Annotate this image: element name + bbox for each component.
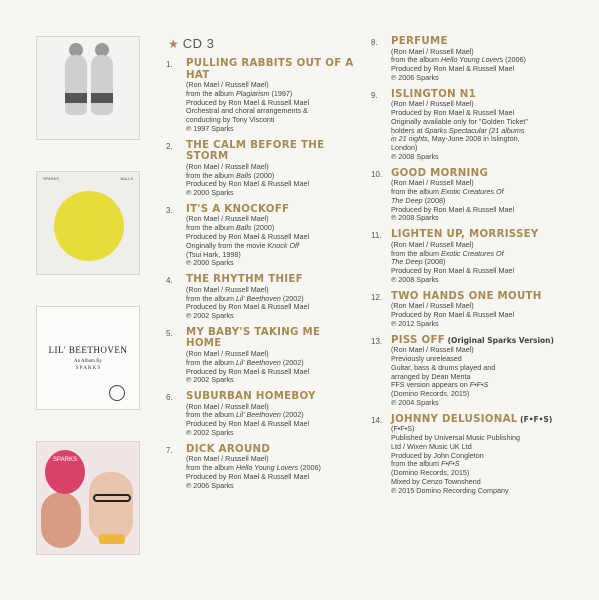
track-item [371,335,581,408]
detail-pre: Originally from the movie [186,240,268,250]
detail-italic: Balls [235,170,252,180]
track-detail-line [391,135,581,144]
track-details [391,346,581,408]
detail-pre: (F•F•S) [391,424,415,434]
detail-pre: ℗ 2015 Domino Recording Company [391,485,509,495]
detail-pre: Produced by Ron Mael & Russell Mael [391,204,515,214]
track-title-text: IT'S A KNOCKOFF [186,203,290,215]
detail-pre: from the album [186,88,236,98]
track-body [186,444,356,491]
detail-italic: F•F•S [469,380,489,390]
track-title-text: GOOD MORNING [391,167,489,179]
track-item [166,391,356,438]
detail-pre: (Domino Records, 2015) [391,468,470,478]
detail-post: (2000) [251,170,275,180]
track-title [186,327,356,350]
cover-hello-young-lovers [36,441,140,555]
detail-pre: Orchestral and choral arrangements & [186,106,308,116]
detail-pre: Produced by Ron Mael & Russell Mael [186,302,310,312]
figure-shorts-left [65,93,87,103]
cover-hello-badge: SPARKS [45,450,85,494]
track-number: 9. [371,90,378,100]
detail-pre: (Ron Mael / Russell Mael) [186,214,269,224]
detail-pre: from the album [391,55,441,65]
track-detail-line [391,153,581,162]
track-body [391,335,581,408]
detail-pre: (Tsui Hark, 1998) [186,249,241,259]
detail-pre: Published by Universal Music Publishing [391,433,521,442]
track-detail-line [186,376,356,385]
detail-pre: FFS version appears on [391,380,470,390]
bow-tie-icon [99,534,125,544]
detail-italic: Hello Young Lovers [440,55,504,65]
detail-pre: (Ron Mael / Russell Mael) [186,161,269,171]
detail-pre: Mixed by Cenzo Townshend [391,476,481,486]
detail-pre: from the album [186,463,236,473]
track-item [166,204,356,268]
detail-pre: Produced by John Congleton [391,450,484,460]
track-body [391,168,581,223]
track-details [186,286,356,321]
track-item [371,414,581,496]
track-title-text: MY BABY'S TAKING ME HOME [186,326,321,350]
track-title-sub: (Original Sparks Version) [445,335,554,345]
track-detail-line [186,482,356,491]
detail-pre: Produced by Ron Mael & Russell Mael [186,366,310,376]
track-body [391,89,581,162]
detail-pre: (Ron Mael / Russell Mael) [186,80,269,89]
detail-italic: Hello Young Lovers [235,463,299,473]
detail-pre: ℗ 1997 Sparks [186,123,234,133]
track-item [371,168,581,223]
detail-pre: (Ron Mael / Russell Mael) [186,284,269,294]
detail-post: (2008) [422,257,446,267]
track-title-sub: (F•F•S) [517,414,553,424]
detail-pre: ℗ 2000 Sparks [186,258,234,268]
track-details [186,403,356,438]
track-body [186,391,356,438]
track-detail-line [186,259,356,268]
track-detail-line [391,487,581,496]
detail-pre: (Ron Mael / Russell Mael) [391,46,474,56]
detail-italic: Exotic Creatures Of [440,187,504,197]
detail-pre: (Ron Mael / Russell Mael) [391,239,474,249]
detail-pre: (Ron Mael / Russell Mael) [186,401,269,411]
track-title-text: THE RHYTHM THIEF [186,274,303,286]
detail-pre: ℗ 2004 Sparks [391,397,439,407]
figure-body-right [91,55,113,115]
track-title [186,58,356,81]
star-icon: ★ [168,36,179,51]
cover-lil-sub [37,358,139,372]
detail-pre: (Ron Mael / Russell Mael) [186,348,269,358]
track-detail-line [186,189,356,198]
detail-pre: from the album [391,187,441,197]
track-title-text: LIGHTEN UP, MORRISSEY [391,229,539,241]
track-item [371,229,581,284]
detail-italic: Sparks Spectacular (21 albums [424,125,525,135]
track-title-text: THE CALM BEFORE THE STORM [186,139,325,163]
detail-pre: Produced by Ron Mael & Russell Mael [186,179,310,189]
track-detail-line [391,214,581,223]
track-details [391,179,581,223]
track-number: 12. [371,292,383,302]
detail-pre: London) [391,143,418,153]
detail-post: (2006) [503,55,526,65]
figure-shorts-right [91,93,113,103]
track-title-text: JOHNNY DELUSIONAL [391,413,518,425]
detail-post: (2002) [280,293,304,303]
track-body [391,229,581,284]
detail-italic: Balls [235,223,252,233]
detail-pre: Produced by Ron Mael & Russell Mael [391,107,515,117]
detail-pre: (Ron Mael / Russell Mael) [391,301,474,311]
track-body [186,274,356,321]
detail-pre: from the album [186,170,236,180]
track-number: 6. [166,393,173,403]
track-item [166,58,356,134]
tracklist-left [166,36,356,497]
detail-italic: Lil' Beethoven [235,357,281,367]
track-body [186,204,356,268]
cover-balls-tag-left: SPARKS [43,176,59,181]
detail-pre: arranged by Dean Menta [391,371,471,381]
detail-pre: ℗ 2002 Sparks [186,375,234,385]
track-number: 1. [166,60,173,69]
track-item [371,291,581,329]
detail-pre: Produced by Ron Mael & Russell Mael [186,97,310,107]
track-item [166,444,356,491]
track-body [186,140,356,198]
track-details [391,425,581,495]
detail-post: (2002) [280,357,304,367]
track-title-text: SUBURBAN HOMEBOY [186,391,316,403]
track-details [391,302,581,328]
album-covers [36,36,140,555]
track-details [186,81,356,134]
track-number: 14. [371,415,383,425]
track-item [166,274,356,321]
detail-post: (2008) [422,195,446,205]
detail-pre: Guitar, bass & drums played and [391,362,496,372]
detail-italic: Lil' Beethoven [235,410,281,420]
detail-pre: ℗ 2008 Sparks [391,151,439,161]
detail-italic: The Deep [391,195,423,205]
track-item [166,140,356,198]
detail-pre: ℗ 2002 Sparks [186,311,234,321]
track-title-text: PISS OFF [391,334,445,346]
detail-post: (2000) [251,223,275,233]
cover-lil-title: LIL' BEETHOVEN [48,345,128,355]
track-number: 4. [166,276,173,286]
detail-italic: Lil' Beethoven [235,293,281,303]
track-detail-line [186,125,356,134]
cover-plagiarism [36,36,140,140]
track-number: 2. [166,141,173,151]
detail-pre: Previously unreleased [391,353,462,363]
face-left [41,492,81,548]
track-body [391,36,581,83]
detail-pre: from the album [391,248,441,258]
detail-pre: (Ron Mael / Russell Mael) [391,345,474,355]
doodle-icon [109,385,125,401]
track-details [186,163,356,198]
detail-pre: holders at [391,125,425,135]
track-detail-line [391,74,581,83]
track-item [371,36,581,83]
track-detail-line [186,429,356,438]
track-detail-line [391,276,581,285]
detail-pre: ℗ 2002 Sparks [186,428,234,438]
detail-italic: F•F•S [440,459,460,469]
cover-lil-sub2: S P A R K S [75,366,101,371]
cover-balls [36,171,140,275]
track-title [186,140,356,163]
detail-italic: Knock Off [267,240,300,250]
detail-pre: Ltd / Wixen Music UK Ltd [391,441,472,451]
detail-pre: (Domino Records, 2015) [391,389,470,399]
track-title-text: ISLINGTON N1 [391,88,477,100]
detail-pre: Produced by Ron Mael & Russell Mael [186,419,310,429]
detail-post: (2006) [298,463,321,473]
detail-pre: from the album [186,357,236,367]
track-number: 3. [166,205,173,215]
track-body [186,327,356,385]
detail-pre: from the album [186,223,236,233]
track-number: 7. [166,445,173,455]
track-body [391,291,581,329]
detail-pre: from the album [391,459,441,469]
detail-pre: Produced by Ron Mael & Russell Mael [391,64,515,74]
detail-italic: in 21 nights [391,134,428,144]
detail-pre: (Ron Mael / Russell Mael) [186,454,269,464]
track-details [391,48,581,83]
cd-header [168,36,356,51]
track-item [166,327,356,385]
detail-italic: Exotic Creatures Of [440,248,504,258]
cover-lil-sub1: An Album By [73,359,103,364]
cd-label: CD 3 [182,36,215,51]
detail-pre: ℗ 2006 Sparks [391,72,439,82]
detail-pre: ℗ 2012 Sparks [391,318,439,328]
detail-italic: The Deep [391,257,423,267]
track-details [186,350,356,385]
detail-post: (1997) [269,88,293,98]
tracklist-right [371,36,581,502]
track-body [391,414,581,496]
track-detail-line [391,399,581,408]
yellow-circle [54,191,124,261]
detail-post: (2002) [280,410,304,420]
track-title [391,414,581,426]
track-body [186,58,356,134]
left-track-list [166,58,356,491]
track-number: 11. [371,231,382,241]
glasses-icon [93,494,131,502]
cover-lil-beethoven [36,306,140,410]
detail-pre: Produced by Ron Mael & Russell Mael [391,310,515,320]
track-details [186,455,356,490]
track-detail-line [391,320,581,329]
detail-pre: Originally available only for "Golden Ticket" [391,116,528,126]
track-details [391,241,581,285]
detail-pre: ℗ 2008 Sparks [391,274,439,284]
figure-body-left [65,55,87,115]
right-track-list [371,36,581,496]
detail-pre: from the album [186,410,236,420]
track-number: 5. [166,328,173,338]
track-detail-line [186,312,356,321]
detail-pre: (Ron Mael / Russell Mael) [391,178,474,188]
track-title-text: PULLING RABBITS OUT OF A HAT [186,58,354,81]
track-details [186,215,356,268]
track-details [391,100,581,162]
face-right [89,472,133,542]
cover-balls-tag-right: BALLS [120,176,133,181]
track-title-text: DICK AROUND [186,443,271,455]
detail-pre: Produced by Ron Mael & Russell Mael [186,471,310,481]
track-item [371,89,581,162]
track-number: 13. [371,336,383,346]
detail-pre: ℗ 2008 Sparks [391,213,439,223]
detail-pre: Produced by Ron Mael & Russell Mael [391,266,515,276]
track-title-text: TWO HANDS ONE MOUTH [391,290,542,302]
track-number: 8. [371,38,378,47]
detail-pre: ℗ 2000 Sparks [186,188,234,198]
track-number: 10. [371,169,383,179]
detail-pre: conducting by Tony Visconti [186,115,275,125]
detail-pre: ℗ 2006 Sparks [186,480,234,490]
detail-pre: (Ron Mael / Russell Mael) [391,99,474,109]
track-title-text: PERFUME [391,36,448,47]
detail-pre: Produced by Ron Mael & Russell Mael [186,232,310,242]
detail-post: , May-June 2008 in Islington, [427,134,520,144]
detail-italic: Plagiarism [235,88,270,98]
detail-pre: from the album [186,293,236,303]
